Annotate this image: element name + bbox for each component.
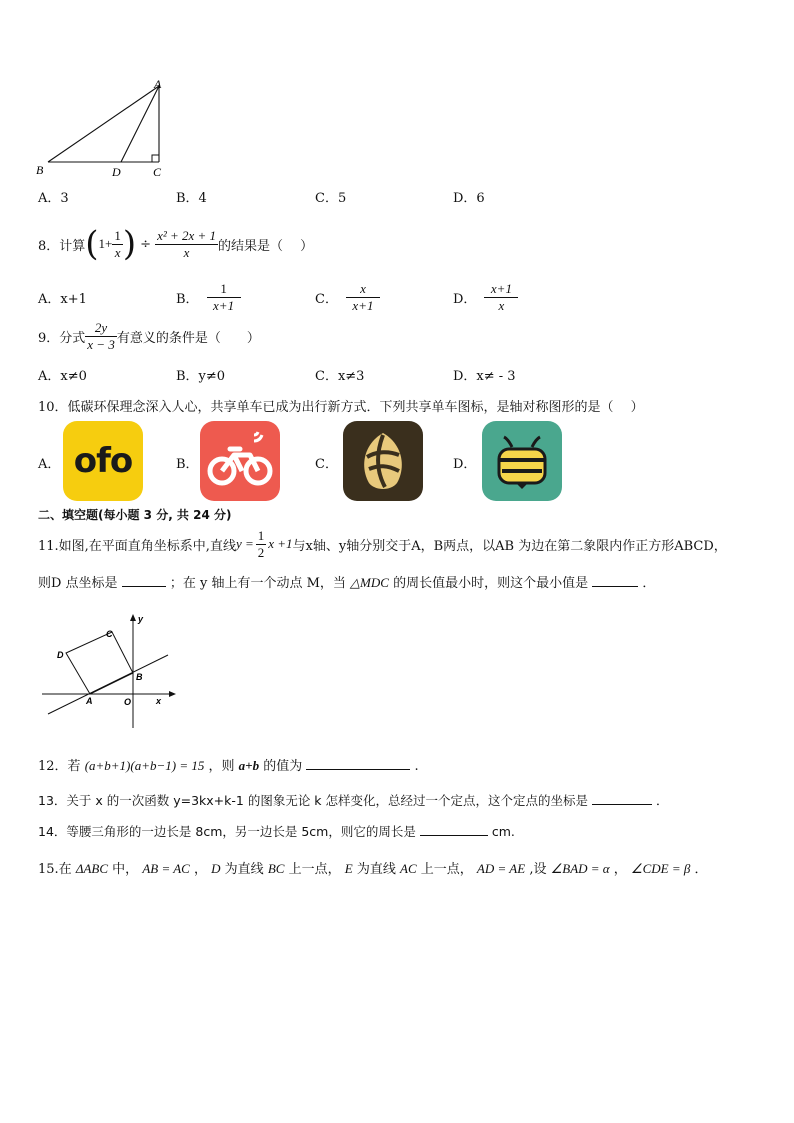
q10-option-c-label: C．	[315, 457, 338, 472]
q9-lead: 9．分式	[38, 330, 86, 346]
q11-line2-a: 则D 点坐标是	[38, 576, 118, 591]
fig11-label-o: O	[124, 697, 132, 707]
question-15	[38, 858, 707, 877]
q12-part-3: 的值为	[263, 759, 303, 774]
q8-option-c-fraction	[346, 281, 380, 314]
q11-equation-rest: x +1	[268, 536, 293, 551]
q12-blank[interactable]	[306, 757, 410, 770]
triangle-figure-q7	[30, 76, 170, 182]
q14-blank[interactable]	[420, 823, 488, 836]
q8-divide: ÷	[140, 236, 152, 252]
fig11-label-d: D	[57, 650, 64, 660]
question-14	[38, 822, 515, 840]
q8-option-c	[315, 275, 380, 319]
q15-part-4: 为直线	[224, 862, 264, 877]
q11-equation-y: y =	[235, 536, 254, 551]
question-8	[38, 222, 313, 266]
q11-slope-denominator: 2	[257, 544, 265, 560]
q15-point-d: D	[211, 861, 221, 876]
q14-end: cm.	[491, 824, 515, 839]
q11-part-1: 11.如图,在平面直角坐标系中,直线	[38, 538, 236, 554]
q15-part-8: ,设	[529, 862, 547, 877]
q15-part-2: 中，	[112, 862, 139, 877]
q8-c-numerator: x	[346, 281, 380, 298]
q9-tail: 有意义的条件是（ ）	[116, 330, 260, 346]
q8-option-d	[453, 275, 518, 319]
fig11-label-c: C	[106, 629, 113, 639]
q15-part-1: 15.在	[38, 862, 72, 877]
q11-triangle-mdc: △MDC	[350, 575, 389, 590]
q12-expression: (a+b+1)(a+b−1) = 15	[84, 758, 205, 773]
q8-frac1-numerator: 1	[114, 227, 121, 243]
q11-part-2: 与x轴、y轴分别交于A，B两点，以AB 为边在第二象限内作正方形ABCD，	[292, 538, 727, 554]
q8-option-b	[176, 275, 241, 319]
q11-end: ．	[642, 576, 656, 591]
q8-option-d-fraction	[484, 281, 518, 314]
pinecone-logo-icon	[343, 421, 423, 501]
q15-angle-bad: ∠BAD = α	[550, 861, 610, 876]
q9-option-a: A．x≠0	[38, 369, 87, 384]
section-2-heading: 二、填空题(每小题 3 分, 共 24 分)	[38, 508, 232, 522]
q15-end: ．	[694, 862, 708, 877]
bee-logo-icon	[482, 421, 562, 501]
q13-end: ．	[656, 793, 669, 808]
fig11-label-y: y	[138, 614, 144, 624]
ofo-logo-icon	[63, 421, 143, 501]
q15-part-9: ，	[613, 862, 627, 877]
question-9	[38, 316, 260, 356]
q7-option-b: B．4	[176, 191, 207, 206]
q8-d-numerator: x+1	[484, 281, 518, 298]
q15-point-e: E	[344, 861, 353, 876]
q15-angle-cde: ∠CDE = β	[630, 861, 691, 876]
coordinate-figure-q11	[40, 610, 180, 734]
question-12	[38, 755, 419, 774]
q9-option-b: B．y≠0	[176, 369, 226, 384]
q8-option-d-label: D．	[453, 291, 477, 307]
q7-option-d: D．6	[453, 191, 485, 206]
q15-ab-equals-ac: AB = AC	[142, 861, 190, 876]
vertex-label-d: D	[112, 165, 121, 179]
fig11-label-b: B	[136, 672, 143, 682]
q8-frac2-denominator: x	[183, 244, 190, 260]
q8-paren-group: ( 1+ $\frac{1}{x}$ )	[85, 224, 137, 264]
q15-triangle-abc: ΔABC	[75, 861, 109, 876]
q11-slope-numerator: 1	[257, 527, 265, 543]
question-10: 10．低碳环保理念深入人心，共享单车已成为出行新方式．下列共享单车图标，是轴对称图形的是（ ）	[38, 400, 644, 415]
q9-option-c: C．x≠3	[315, 369, 365, 384]
q8-option-b-fraction	[207, 281, 241, 314]
q9-fraction	[85, 320, 117, 353]
question-13	[38, 791, 669, 809]
q15-line-ac: AC	[400, 861, 417, 876]
q8-option-a: A．x+1	[38, 292, 87, 307]
q8-b-numerator: 1	[207, 281, 241, 298]
bicycle-icon	[200, 421, 280, 501]
fig11-label-x: x	[156, 696, 162, 706]
q8-option-b-label: B．	[176, 291, 199, 307]
q13-blank[interactable]	[592, 792, 652, 805]
q14-text: 14．等腰三角形的一边长是 8cm，另一边长是 5cm，则它的周长是	[38, 824, 416, 839]
vertex-label-c: C	[153, 165, 162, 179]
q7-option-c: C．5	[315, 191, 347, 206]
q8-c-denominator: x+1	[352, 297, 374, 313]
q11-line2-b: ；在 y 轴上有一个动点 M，当	[169, 576, 346, 591]
fig11-label-a: A	[86, 696, 93, 706]
question-11-line-1	[38, 524, 727, 564]
q10-option-d-label: D．	[453, 457, 477, 472]
q15-part-7: 上一点，	[420, 862, 473, 877]
q8-frac1-denominator: x	[114, 244, 121, 260]
question-11-line-2	[38, 572, 655, 591]
q15-part-3: ，	[193, 862, 207, 877]
q11-blank-2[interactable]	[592, 574, 638, 587]
q9-denominator: x − 3	[87, 336, 115, 352]
q10-option-a-label: A．	[38, 457, 61, 472]
q15-part-5: 上一点，	[288, 862, 341, 877]
q12-a-plus-b: a+b	[238, 758, 260, 773]
q11-slope-fraction	[256, 528, 267, 561]
mobike-logo-icon	[200, 421, 280, 501]
q8-frac2-numerator: x² + 2x + 1	[157, 227, 217, 243]
q8-fraction-2	[155, 228, 218, 261]
q8-b-denominator: x+1	[213, 297, 235, 313]
ofo-logo-text: ofo	[73, 441, 133, 481]
q11-line2-c: 的周长值最小时，则这个最小值是	[393, 576, 589, 591]
q9-option-d: D．x≠ - 3	[453, 369, 516, 384]
bee-icon	[482, 421, 562, 501]
q13-text: 13．关于 x 的一次函数 y=3kx+k-1 的图象无论 k 怎样变化，总经过一个定点，这个定点的坐标是	[38, 793, 589, 808]
q12-part-2: ，则	[208, 759, 235, 774]
q8-one-plus: 1+	[98, 236, 113, 251]
q9-numerator: 2y	[85, 320, 117, 337]
q15-line-bc: BC	[267, 861, 285, 876]
q7-option-a: A．3	[38, 191, 69, 206]
q12-end: .	[414, 759, 419, 774]
q11-blank-1[interactable]	[122, 574, 166, 587]
q8-lead: 8．计算	[38, 238, 86, 254]
q15-part-6: 为直线	[356, 862, 396, 877]
q12-part-1: 12．若	[38, 759, 81, 774]
vertex-label-b: B	[36, 163, 44, 177]
q8-d-denominator: x	[498, 297, 505, 313]
vertex-label-a: A	[154, 77, 162, 91]
q15-ad-equals-ae: AD = AE	[476, 861, 526, 876]
q8-tail: 的结果是（ ）	[218, 238, 314, 254]
q8-fraction-1	[112, 228, 123, 261]
q8-option-c-label: C．	[315, 291, 338, 307]
pinecone-icon	[343, 421, 423, 501]
q10-option-b-label: B．	[176, 457, 199, 472]
